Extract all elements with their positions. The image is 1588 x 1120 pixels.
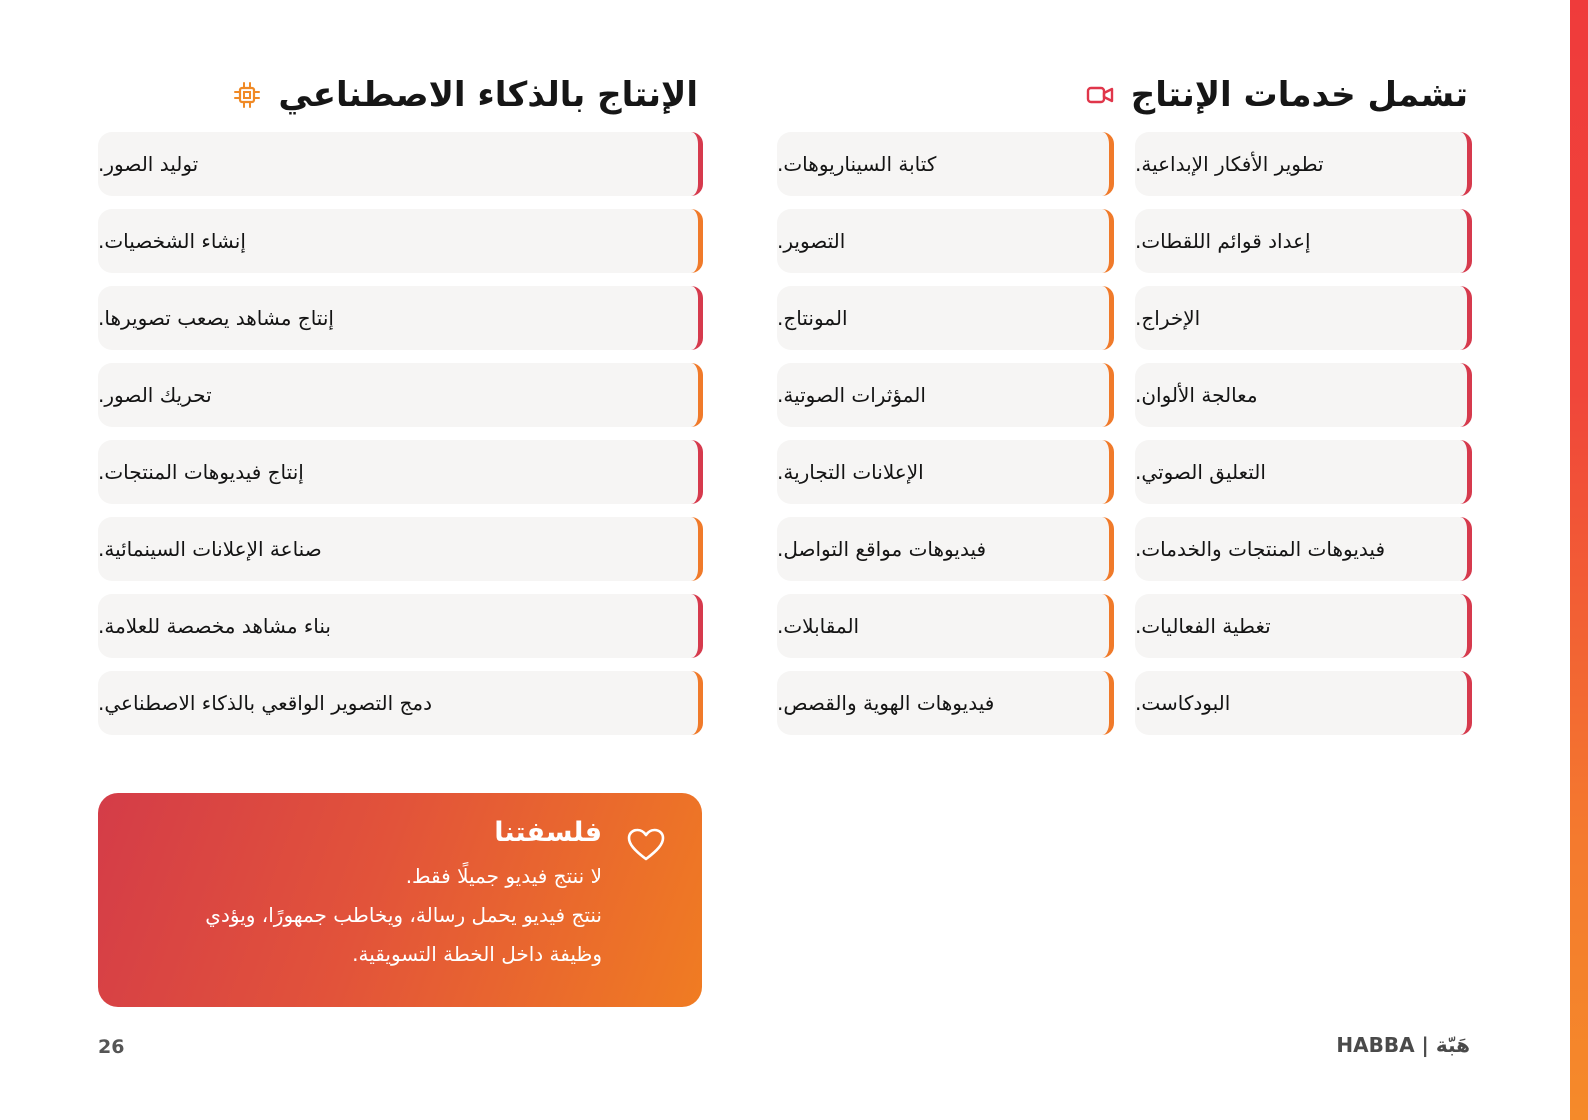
list-item: فيديوهات الهوية والقصص. <box>777 671 1114 735</box>
list-item: بناء مشاهد مخصصة للعلامة. <box>98 594 703 658</box>
ai-section-title: الإنتاج بالذكاء الاصطناعي <box>278 75 698 115</box>
philosophy-line: ننتج فيديو يحمل رسالة، ويخاطب جمهورًا، ويؤدي <box>205 903 602 927</box>
list-item: دمج التصوير الواقعي بالذكاء الاصطناعي. <box>98 671 703 735</box>
list-item: البودكاست. <box>1135 671 1472 735</box>
ai-production-list <box>98 132 703 735</box>
side-accent-stripe <box>1570 0 1588 1120</box>
production-section-header <box>1085 72 1468 118</box>
heart-icon <box>626 827 666 863</box>
production-list-primary <box>1135 132 1472 735</box>
philosophy-title: فلسفتنا <box>494 817 602 848</box>
page-number: 26 <box>98 1036 125 1058</box>
list-item: المونتاج. <box>777 286 1114 350</box>
production-list-secondary <box>777 132 1114 735</box>
ai-section-header <box>232 72 698 118</box>
list-item: المؤثرات الصوتية. <box>777 363 1114 427</box>
philosophy-line: لا ننتج فيديو جميلًا فقط. <box>405 864 602 888</box>
list-item: تغطية الفعاليات. <box>1135 594 1472 658</box>
philosophy-text <box>205 815 602 974</box>
list-item: توليد الصور. <box>98 132 703 196</box>
brand-footer: HABBA | هَبّة <box>1336 1033 1470 1057</box>
video-camera-icon <box>1085 80 1115 110</box>
list-item: صناعة الإعلانات السينمائية. <box>98 517 703 581</box>
list-item: الإخراج. <box>1135 286 1472 350</box>
list-item: الإعلانات التجارية. <box>777 440 1114 504</box>
list-item: إعداد قوائم اللقطات. <box>1135 209 1472 273</box>
list-item: تطوير الأفكار الإبداعية. <box>1135 132 1472 196</box>
list-item: فيديوهات المنتجات والخدمات. <box>1135 517 1472 581</box>
list-item: تحريك الصور. <box>98 363 703 427</box>
list-item: كتابة السيناريوهات. <box>777 132 1114 196</box>
list-item: التصوير. <box>777 209 1114 273</box>
list-item: المقابلات. <box>777 594 1114 658</box>
list-item: التعليق الصوتي. <box>1135 440 1472 504</box>
list-item: معالجة الألوان. <box>1135 363 1472 427</box>
list-item: إنشاء الشخصيات. <box>98 209 703 273</box>
philosophy-line: وظيفة داخل الخطة التسويقية. <box>352 942 602 966</box>
list-item: إنتاج مشاهد يصعب تصويرها. <box>98 286 703 350</box>
production-section-title: تشمل خدمات الإنتاج <box>1130 75 1468 115</box>
list-item: إنتاج فيديوهات المنتجات. <box>98 440 703 504</box>
philosophy-card <box>98 793 702 1007</box>
ai-chip-icon <box>232 80 262 110</box>
list-item: فيديوهات مواقع التواصل. <box>777 517 1114 581</box>
